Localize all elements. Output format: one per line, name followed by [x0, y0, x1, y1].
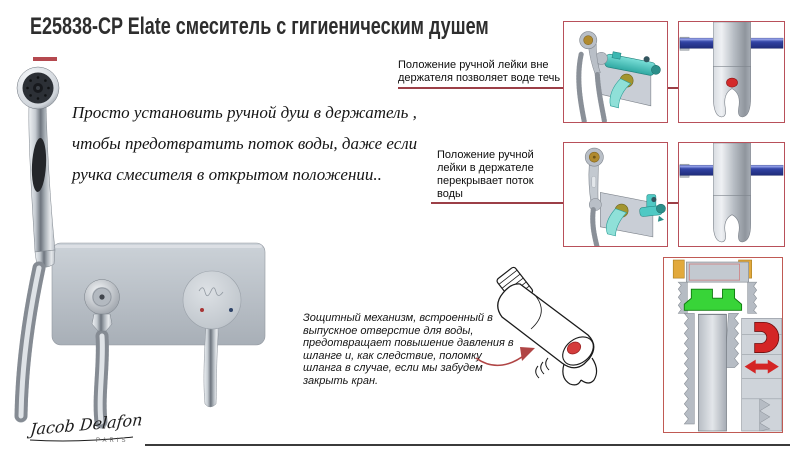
callout-line: Зощитный механизм, встроенный в [303, 312, 493, 324]
callout-leader-line [431, 202, 563, 204]
red-pointer-arrow [476, 347, 535, 365]
holder-body [498, 284, 599, 385]
main-note-line: ручка смесителя в открытом положении.. [72, 165, 382, 184]
cs-orange-left [673, 260, 684, 278]
holder-line-art [468, 254, 633, 404]
callout-line: Положение ручной лейки вне [398, 59, 549, 71]
callout-handset-in [437, 149, 534, 201]
callout-line: шланге и, как следствие, поломку [303, 349, 482, 362]
callout-line: закрыть кран. [303, 374, 379, 387]
page-title: E25838-CP Elate смеситель с гигиеническим душем [30, 13, 489, 40]
figure-mixer-handset-in [563, 142, 668, 247]
callout-line: лейки в держателе [437, 162, 534, 174]
hot-dot [200, 308, 204, 312]
callout-handset-out [398, 59, 560, 85]
cad-holder-tube [713, 22, 750, 117]
brand-signature: Jacob Delafon [29, 409, 144, 440]
callout-line: держателя позволяет воде течь [398, 72, 561, 84]
main-note-line: чтобы предотвратить поток воды, даже если [72, 134, 418, 153]
callout-line: воды [437, 188, 463, 200]
figure-holder-valve-closed [678, 142, 785, 247]
cad-hose [593, 210, 598, 246]
frame-connector-line [668, 87, 678, 89]
main-note [72, 97, 417, 190]
cs-inner-tube [698, 314, 726, 431]
callout-line: перекрывает поток [437, 175, 534, 187]
cad-holder-tube [713, 143, 750, 242]
frame-connector-line [668, 202, 678, 204]
figure-mixer-handset-out [563, 21, 668, 123]
figure-holder-valve-open [678, 21, 785, 123]
footer-rule [145, 444, 790, 446]
figure-cross-section [663, 257, 783, 433]
hand-shower [17, 67, 59, 267]
brand-logo [28, 409, 148, 449]
brand-city: PARIS [96, 438, 129, 444]
callout-line: предотвращает повышение давления в [303, 337, 514, 350]
callout-leader-line [398, 87, 563, 89]
cad-hand-shower-docked [585, 148, 603, 211]
callout-line: шланга в случае, если мы забудем [303, 362, 483, 375]
red-valve-dot [726, 78, 737, 87]
cs-green-seal [684, 289, 741, 310]
callout-line: выпускное отверстие для воды, [303, 324, 474, 337]
callout-line: Положение ручной [437, 149, 534, 161]
cold-dot [229, 308, 233, 312]
main-note-line: Просто установить ручной душ в держатель , [72, 103, 417, 122]
